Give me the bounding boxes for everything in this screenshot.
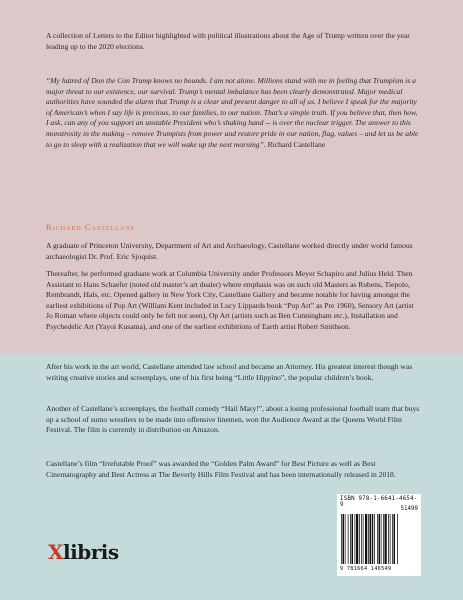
bio-paragraph: Another of Castellane’s screenplays, the football comedy “Hail Mary!”, about a losing professional football team that buys up a school of sumo wrestlers to be made into offensive linemen, won the Audience Award at the Queens World Film Festival. The film is currently in distribution on Amazon. <box>46 404 420 435</box>
barcode-bar <box>374 514 375 564</box>
barcode-bar <box>345 514 346 564</box>
bio-paragraph: A graduate of Princeton University, Department of Art and Archaeology, Castellane worked directly under world famous archaeologist Dr. Prof. Eric Sjoquist. <box>46 241 413 261</box>
barcode-bar <box>341 514 342 564</box>
barcode-bar <box>372 514 374 564</box>
barcode-bar <box>355 514 356 564</box>
barcode-bar <box>394 514 396 564</box>
intro-paragraph: A collection of Letters to the Editor highlighted with political illustrations about the Age of Trump written over the year leading up to the 2020 elections. <box>46 31 410 51</box>
barcode-bar <box>348 514 349 564</box>
barcode-bar <box>352 514 354 564</box>
barcode-bar <box>383 514 384 564</box>
barcode-bar <box>359 514 360 564</box>
isbn-text: ISBN 978-1-6641-4654-9 <box>340 496 418 508</box>
barcode-bar <box>388 514 389 564</box>
barcode-bar <box>397 514 398 564</box>
bio-paragraph: After his work in the art world, Castellane attended law school and became an Attorney. His greatest interest though was writing creative stories and screenplays, one of his first being “Little Hippino”, the popular children’s book. <box>46 362 413 382</box>
barcode-bar <box>361 514 362 564</box>
barcode-bar <box>368 514 369 564</box>
barcode-bars <box>340 514 418 566</box>
barcode-bar <box>390 514 391 564</box>
price-code: 51499 <box>400 506 418 512</box>
barcode-bar <box>356 514 358 564</box>
isbn-barcode <box>337 494 421 576</box>
barcode-bar <box>365 514 367 564</box>
publisher-logo <box>48 540 119 564</box>
author-heading: Richard Castellane <box>46 222 136 232</box>
barcode-bar <box>363 514 364 564</box>
barcode-bar <box>385 514 387 564</box>
quote-text: “My hatred of Don the Con Trump knows no bounds. I am not alone. Millions stand with me in feeling that Trumpism is a major threat to our existence, our survival. Trump’s mental imbalance has been clearly demonstrated. Major medical authorities have sounded the alarm that Trump is a clear and present danger to all of us. I believe I speak for the majority of American’s when I say life is precious, to our families, to our nation. That’s a simple truth. If you believe that, then how, I ask, can any of you support an unstable President who’s shaking hand -- is over the nuclear trigger. The answer to this monstrosity in the making – remove Trumpists from power and restore pride in our nation, flag, values – and let us be able to go to sleep with a realization that we will wake up the next morning”. <box>46 76 419 149</box>
logo-text: libris <box>63 540 119 564</box>
barcode-bar <box>379 514 381 564</box>
barcode-digits: 9 781664 146549 <box>340 566 392 572</box>
logo-x: X <box>48 540 64 564</box>
bio-paragraph: Castellane’s film “Irrefutable Proof” was awarded the “Golden Palm Award” for Best Picture as well as Best Cinematography and Best Actress at The Beverly Hills Film Festival and has been internationally released in 2018. <box>46 459 396 479</box>
quote-attribution: Richard Castellane <box>265 139 326 149</box>
barcode-bar <box>377 514 378 564</box>
barcode-bar <box>370 514 372 564</box>
barcode-bar <box>381 514 382 564</box>
bio-paragraph: Thereafter, he performed graduate work at Columbia University under Professors Meyer Schapiro and Julius Held. Then Assistant to Hans Schaefer (noted old master’s art dealer) where emphasis was on such old Masters as Rubens, Tiepolo, Rembrandt, Hals, etc. Opened gallery in New York City, Castellane Gallery and became notable for having amongst the earliest exhibitions of Pop Art (William Kent included in Lucy Lippards book “Pop Art” as Pre 1960), Sensory Art (artist Jo Roman where objects could only be felt not seen), Op Art (artists such as Ben Cunningham etc.), Installation and Psychedelic Art (Yayoi Kusama), and one of the earliest exhibitions of Earth artist Robert Smithson. <box>46 269 414 331</box>
barcode-bar <box>392 514 393 564</box>
barcode-bar <box>343 514 345 564</box>
barcode-bar <box>350 514 351 564</box>
author-quote <box>46 76 420 150</box>
